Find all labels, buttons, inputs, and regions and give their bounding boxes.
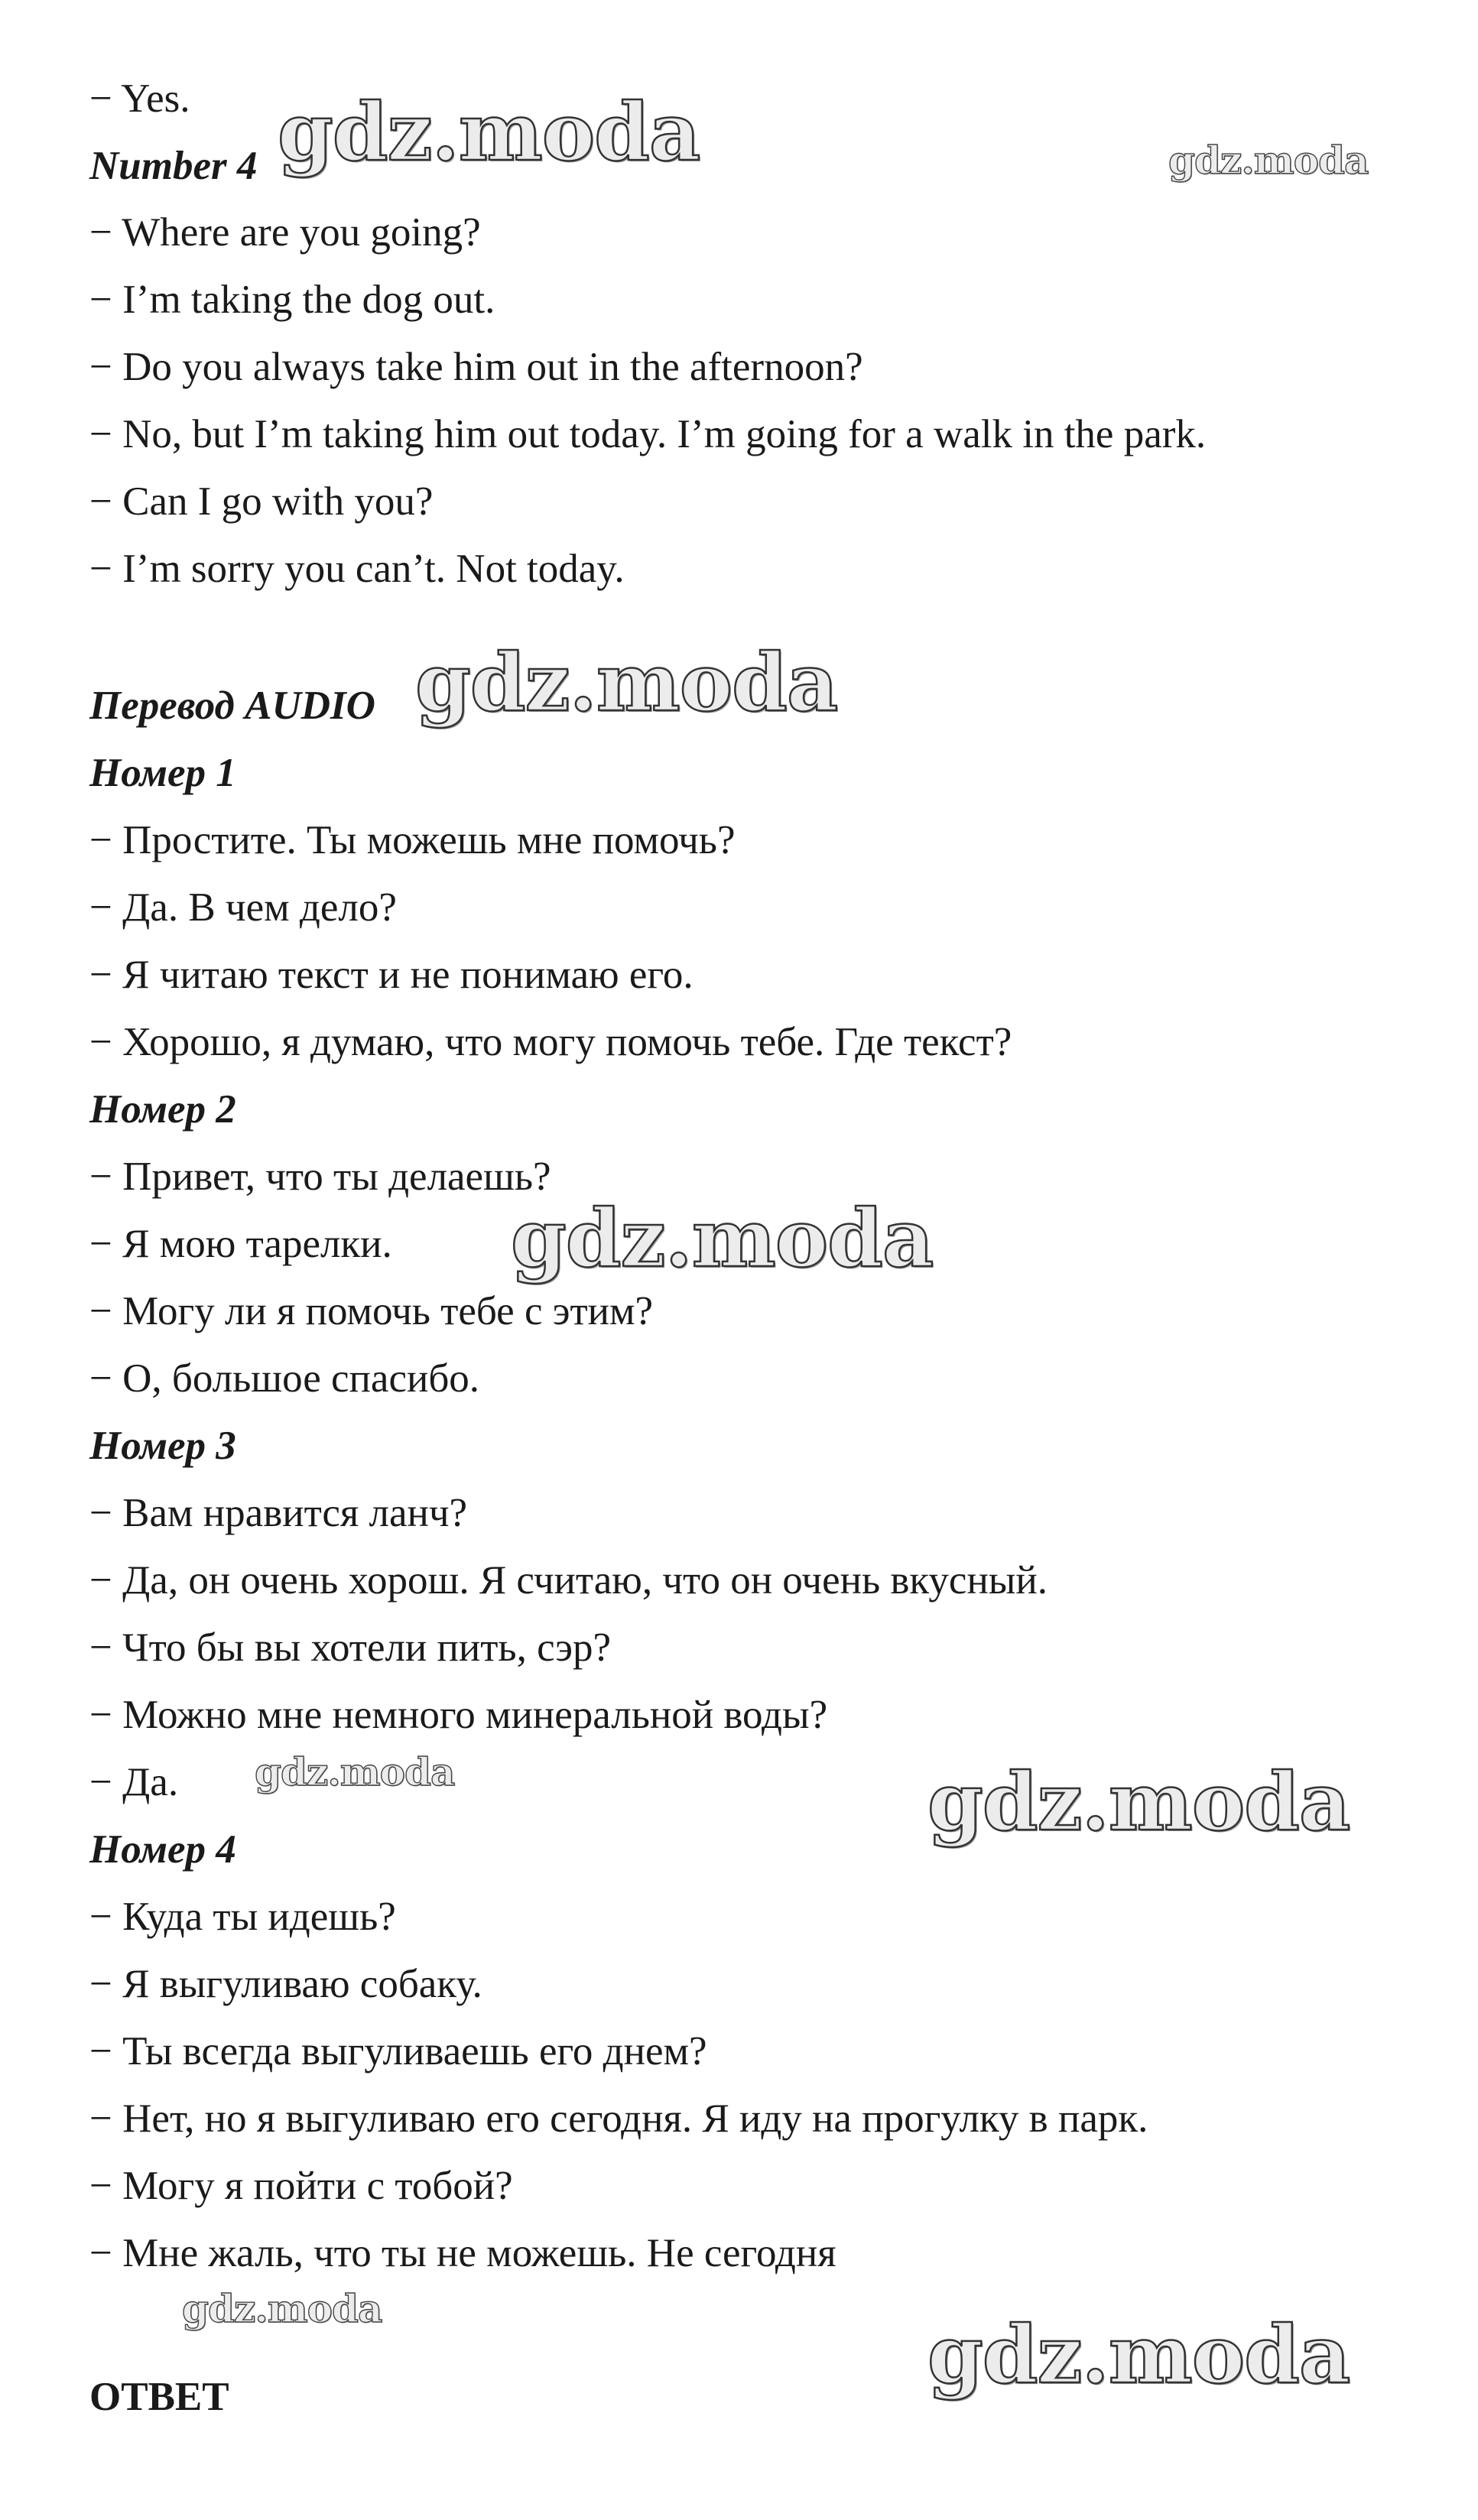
dialogue-line: − Нет, но я выгуливаю его сегодня. Я иду на прогулку в парк. <box>89 2096 1148 2141</box>
dialogue-line: − Куда ты идешь? <box>89 1895 396 1939</box>
dialogue-line: − I’m sorry you can’t. Not today. <box>89 547 625 591</box>
watermark: gdz.moda <box>927 1755 1350 1849</box>
watermark: gdz.moda <box>415 635 838 729</box>
dialogue-line: − Могу я пойти с тобой? <box>89 2164 513 2208</box>
dialogue-line: − No, but I’m taking him out today. I’m going for a walk in the park. <box>89 412 1207 456</box>
watermark: gdz.moda <box>1168 138 1369 183</box>
dialogue-line: − Да, он очень хорош. Я считаю, что он очень вкусный. <box>89 1558 1048 1603</box>
dialogue-line: − Do you always take him out in the afternoon? <box>89 345 863 389</box>
dialogue-line: − Can I go with you? <box>89 479 434 524</box>
dialogue-line: − Я выгуливаю собаку. <box>89 1962 482 2006</box>
watermark: gdz.moda <box>182 2286 382 2331</box>
dialogue-line: − Хорошо, я думаю, что могу помочь тебе. Где текст? <box>89 1020 1012 1064</box>
dialogue-line: − Привет, что ты делаешь? <box>89 1154 551 1199</box>
dialogue-line: − Да. В чем дело? <box>89 885 397 930</box>
dialogue-line: − Yes. <box>89 76 190 121</box>
watermark: gdz.moda <box>278 85 700 179</box>
watermark: gdz.moda <box>511 1191 934 1285</box>
dialogue-line: − Мне жаль, что ты не можешь. Не сегодня <box>89 2231 836 2275</box>
watermark: gdz.moda <box>255 1749 455 1794</box>
answer-heading: ОТВЕТ <box>89 2375 229 2419</box>
dialogue-line: − Можно мне немного минеральной воды? <box>89 1693 828 1737</box>
dialogue-line: − Что бы вы хотели пить, сэр? <box>89 1625 612 1670</box>
dialogue-line: − О, большое спасибо. <box>89 1356 480 1401</box>
watermark: gdz.moda <box>927 2307 1350 2401</box>
dialogue-line: − Я читаю текст и не понимаю его. <box>89 953 694 997</box>
section-heading-number-4: Number 4 <box>89 144 258 188</box>
dialogue-line: − Да. <box>89 1760 179 1804</box>
dialogue-line: − Where are you going? <box>89 210 481 255</box>
dialogue-line: − Могу ли я помочь тебе с этим? <box>89 1289 654 1333</box>
dialogue-line: − Простите. Ты можешь мне помочь? <box>89 818 736 862</box>
section-heading-nomer-4: Номер 4 <box>89 1827 236 1872</box>
translation-heading: Перевод AUDIO <box>89 684 375 728</box>
dialogue-line: − Я мою тарелки. <box>89 1222 392 1266</box>
dialogue-line: − I’m taking the dog out. <box>89 278 495 322</box>
section-heading-nomer-2: Номер 2 <box>89 1087 236 1132</box>
section-heading-nomer-1: Номер 1 <box>89 751 236 795</box>
dialogue-line: − Ты всегда выгуливаешь его днем? <box>89 2029 707 2073</box>
section-heading-nomer-3: Номер 3 <box>89 1424 236 1468</box>
dialogue-line: − Вам нравится ланч? <box>89 1491 468 1535</box>
